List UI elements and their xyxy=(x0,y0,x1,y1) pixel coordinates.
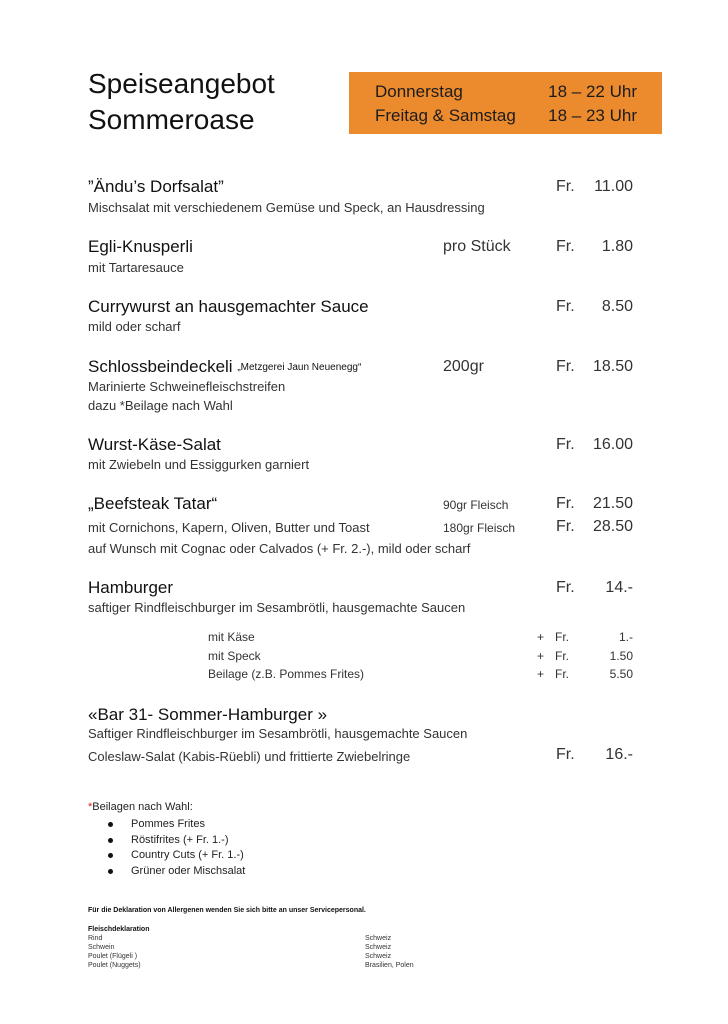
hours-day: Donnerstag xyxy=(375,82,463,101)
meat-type: Schwein xyxy=(88,944,115,951)
sides-title xyxy=(88,801,245,813)
extra-label: mit Speck xyxy=(208,649,261,663)
sides-list xyxy=(88,817,245,879)
dish-price: 28.50 xyxy=(592,518,633,535)
list-item: Grüner oder Mischsalat xyxy=(88,864,245,880)
extra-currency: Fr. xyxy=(555,649,569,663)
dish-supplier: „Metzgerei Jaun Neuenegg“ xyxy=(237,362,362,373)
allergen-note: Für die Deklaration von Allergenen wenden Sie sich bitte an unser Servicepersonal. xyxy=(88,907,366,914)
dish-desc: mit Zwiebeln und Essiggurken garniert xyxy=(88,457,310,472)
opening-hours-box xyxy=(349,72,662,134)
extra-label: Beilage (z.B. Pommes Frites) xyxy=(208,667,365,681)
currency-label: Fr. xyxy=(556,358,575,375)
dish-name-wurst-kaese-salat: Wurst-Käse-Salat xyxy=(88,435,221,454)
currency-label: Fr. xyxy=(556,518,575,535)
page-title: Speiseangebot xyxy=(88,68,275,99)
dish-desc: Marinierte Schweinefleischstreifen xyxy=(88,379,286,394)
hours-time: 18 – 23 Uhr xyxy=(548,106,637,125)
meat-type: Poulet (Nuggets) xyxy=(88,962,141,969)
dish-name-text: Schlossbeindeckeli xyxy=(88,357,233,376)
extra-plus: + xyxy=(537,667,545,681)
dish-quantity: 200gr xyxy=(443,358,484,375)
list-item: Pommes Frites xyxy=(88,817,245,833)
dish-name-schlossbeindeckeli xyxy=(88,357,361,377)
sides-title-text: Beilagen nach Wahl: xyxy=(92,801,193,813)
page-subtitle: Sommeroase xyxy=(88,104,255,135)
dish-quantity: 90gr Fleisch xyxy=(443,498,509,512)
dish-price: 21.50 xyxy=(592,495,633,512)
hours-day: Freitag & Samstag xyxy=(375,106,516,125)
extra-currency: Fr. xyxy=(555,667,569,681)
meat-origin: Schweiz xyxy=(365,953,392,960)
dish-desc: Mischsalat mit verschiedenem Gemüse und Speck, an Hausdressing xyxy=(88,200,485,215)
dish-desc: saftiger Rindfleischburger im Sesambrötli, hausgemachte Saucen xyxy=(88,600,466,615)
dish-price: 16.- xyxy=(605,746,633,763)
extra-price: 5.50 xyxy=(609,667,633,681)
dish-desc: Saftiger Rindfleischburger im Sesambrötli, hausgemachte Saucen xyxy=(88,726,468,741)
list-item: Röstifrites (+ Fr. 1.-) xyxy=(88,833,245,849)
extra-currency: Fr. xyxy=(555,630,569,644)
dish-quantity: pro Stück xyxy=(443,238,511,255)
extra-label: mit Käse xyxy=(208,630,255,644)
dish-name-currywurst: Currywurst an hausgemachter Sauce xyxy=(88,297,369,316)
dish-name-bar31-hamburger: «Bar 31- Sommer-Hamburger » xyxy=(88,705,328,724)
currency-label: Fr. xyxy=(556,178,575,195)
extra-plus: + xyxy=(537,649,545,663)
dish-desc: mit Tartaresauce xyxy=(88,260,184,275)
dish-quantity: 180gr Fleisch xyxy=(443,521,516,535)
dish-price: 14.- xyxy=(605,579,633,596)
meat-origin: Brasilien, Polen xyxy=(365,962,414,969)
dish-name-hamburger: Hamburger xyxy=(88,578,174,597)
meat-type: Poulet (Flügeli ) xyxy=(88,953,138,960)
dish-price: 1.80 xyxy=(601,238,633,255)
currency-label: Fr. xyxy=(556,436,575,453)
extra-price: 1.- xyxy=(618,630,633,644)
dish-desc: dazu *Beilage nach Wahl xyxy=(88,398,233,413)
dish-price: 16.00 xyxy=(592,436,633,453)
sides-star: * xyxy=(88,801,93,813)
dish-desc: mild oder scharf xyxy=(88,319,181,334)
meat-declaration-title: Fleischdeklaration xyxy=(88,926,150,933)
meat-type: Rind xyxy=(88,935,103,942)
dish-desc: Coleslaw-Salat (Kabis-Rüebli) und frittierte Zwiebelringe xyxy=(88,749,411,764)
currency-label: Fr. xyxy=(556,238,575,255)
dish-name-egli: Egli-Knusperli xyxy=(88,237,193,256)
hours-time: 18 – 22 Uhr xyxy=(548,82,637,101)
sides-section xyxy=(88,801,245,879)
extra-plus: + xyxy=(537,630,545,644)
extra-price: 1.50 xyxy=(609,649,633,663)
list-item: Country Cuts (+ Fr. 1.-) xyxy=(88,848,245,864)
currency-label: Fr. xyxy=(556,579,575,596)
currency-label: Fr. xyxy=(556,495,575,512)
dish-desc: auf Wunsch mit Cognac oder Calvados (+ Fr. 2.-), mild oder scharf xyxy=(88,541,471,556)
dish-price: 18.50 xyxy=(592,358,633,375)
meat-origin: Schweiz xyxy=(365,944,392,951)
currency-label: Fr. xyxy=(556,746,575,763)
dish-name-beefsteak-tatar: „Beefsteak Tatar“ xyxy=(88,494,218,513)
dish-price: 8.50 xyxy=(601,298,633,315)
currency-label: Fr. xyxy=(556,298,575,315)
dish-desc: mit Cornichons, Kapern, Oliven, Butter und Toast xyxy=(88,520,370,535)
meat-origin: Schweiz xyxy=(365,935,392,942)
dish-name-dorfsalat: ”Ändu’s Dorfsalat” xyxy=(88,177,224,196)
dish-price: 11.00 xyxy=(594,178,633,195)
